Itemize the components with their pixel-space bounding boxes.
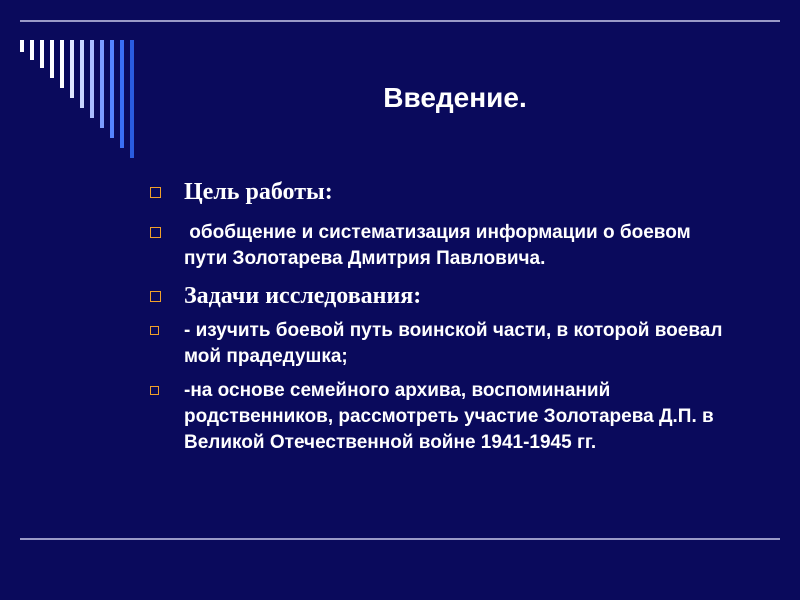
stripe (30, 40, 34, 60)
stripe (50, 40, 54, 78)
bottom-rule-line (20, 538, 780, 540)
bullet-task-1 (146, 318, 726, 370)
bullet-text: Задачи исследования: (184, 283, 422, 309)
bullet-text: -на основе семейного архива, воспоминаний родственников, рассмотреть участие Золотарева Д.П. в Великой Отечественной войне 1941-1945 гг. (184, 380, 714, 453)
slide-title: Введение. (383, 82, 527, 113)
bullet-text: обобщение и систематизация информации о боевом пути Золотарева Дмитрия Павловича. (184, 222, 696, 269)
bullet-tasks-heading (146, 282, 726, 310)
stripe (20, 40, 24, 52)
stripe (60, 40, 64, 88)
bullet-goal-heading (146, 178, 726, 206)
bullet-list (146, 178, 726, 456)
bullet-text: Цель работы: (184, 179, 333, 205)
square-bullet-icon (150, 326, 159, 335)
square-bullet-icon (150, 386, 159, 395)
square-bullet-icon (150, 187, 161, 198)
square-bullet-icon (150, 291, 161, 302)
square-bullet-icon (150, 227, 161, 238)
bullet-goal-text (146, 220, 726, 272)
bullet-text: - изучить боевой путь воинской части, в которой воевал мой прадедушка; (184, 320, 723, 367)
bullet-task-2 (146, 378, 726, 456)
stripe (40, 40, 44, 68)
